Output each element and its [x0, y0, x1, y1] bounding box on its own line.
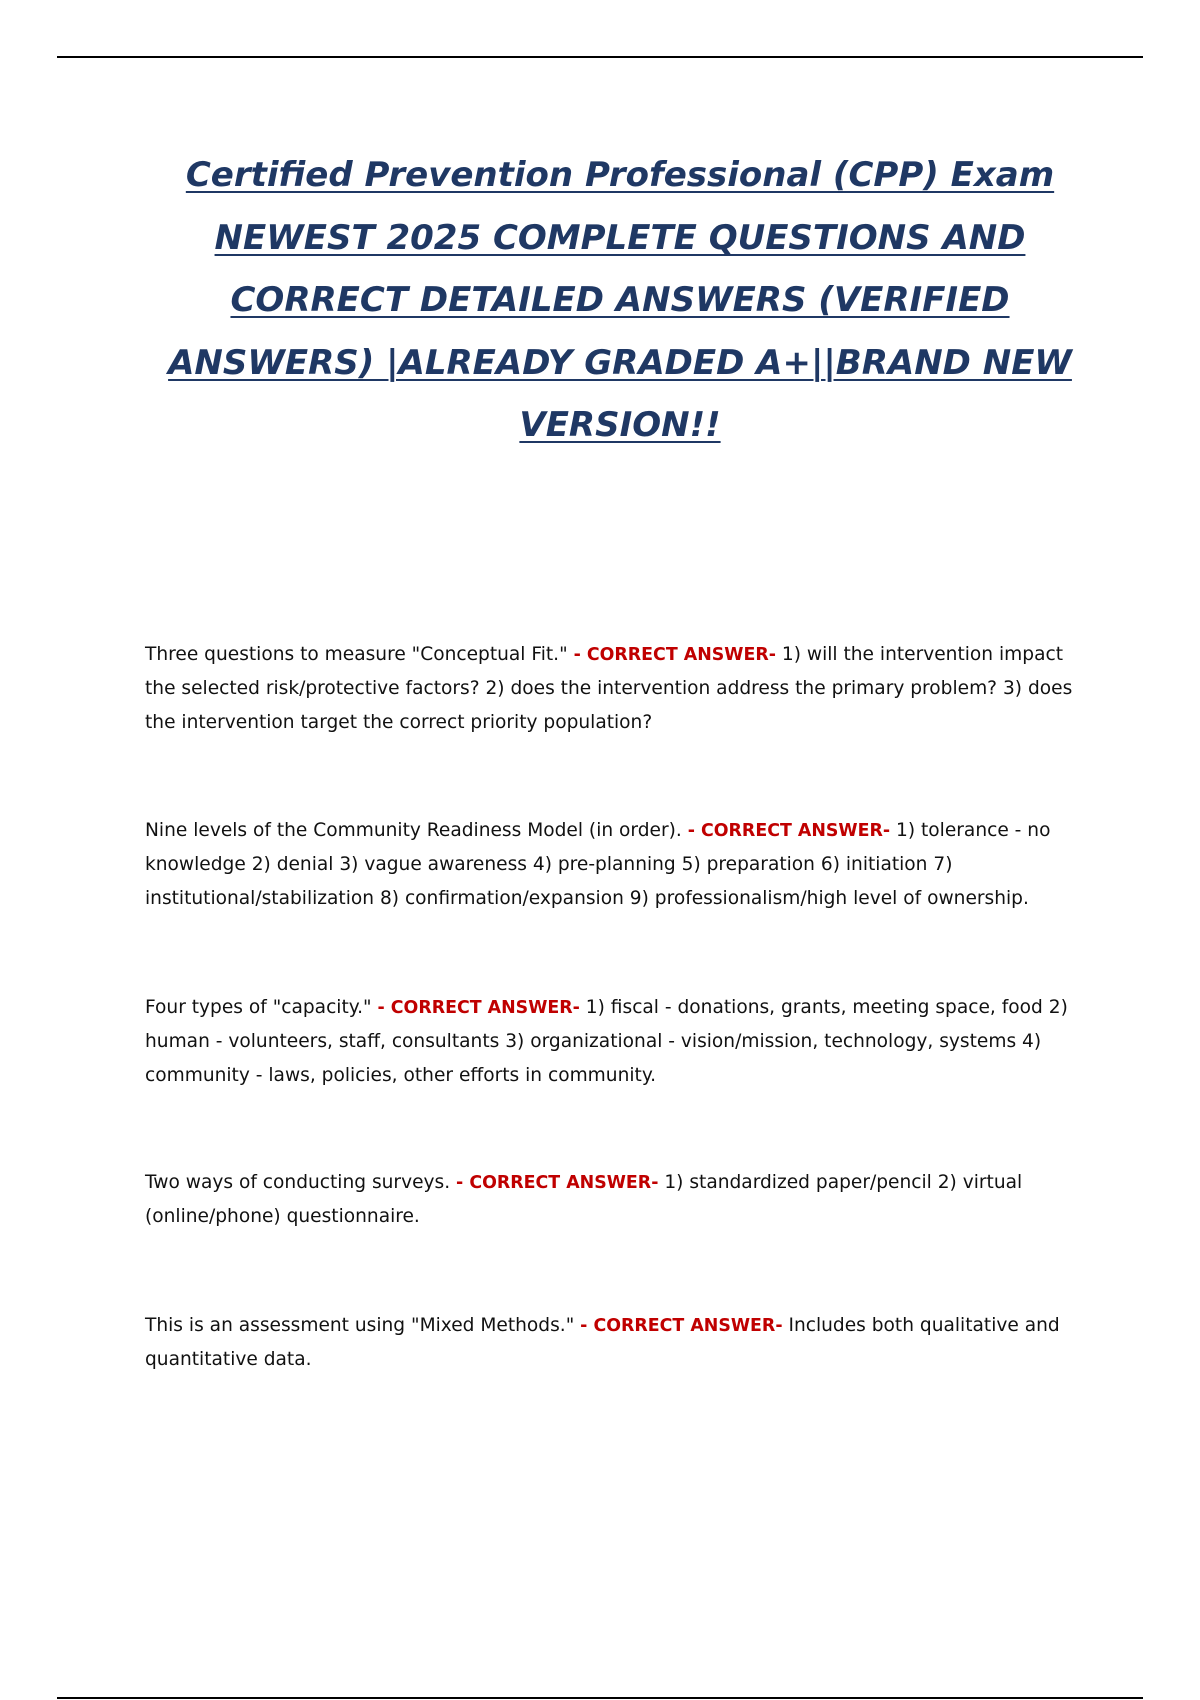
- question-text: This is an assessment using "Mixed Methods.": [145, 1315, 575, 1336]
- answer-text: 1) tolerance - no knowledge 2) denial 3) vague awareness 4) pre-planning 5) preparation 6) initiation 7) institutional/stabilization 8) confirmation/expansion 9) professionalism/high level of ownership.: [145, 820, 1051, 909]
- answer-text: Includes both qualitative and quantitative data.: [145, 1315, 1060, 1370]
- answer-text: 1) fiscal - donations, grants, meeting space, food 2) human - volunteers, staff, consultants 3) organizational - vision/mission, technology, systems 4) community - laws, policies, other efforts in community.: [145, 997, 1068, 1086]
- qa-item: [145, 1166, 1095, 1234]
- qa-item: [145, 991, 1095, 1093]
- document-title: Certified Prevention Professional (CPP) Exam NEWEST 2025 COMPLETE QUESTIONS AND CORRECT DETAILED ANSWERS (VERIFIED ANSWERS) |ALREADY GRADED A+||BRAND NEW VERSION!!: [168, 155, 1072, 445]
- qa-item: [145, 638, 1095, 740]
- correct-answer-label: - CORRECT ANSWER-: [573, 645, 776, 665]
- answer-text: 1) will the intervention impact the selected risk/protective factors? 2) does the intervention address the primary problem? 3) does the intervention target the correct priority population?: [145, 644, 1073, 733]
- answer-text: 1) standardized paper/pencil 2) virtual (online/phone) questionnaire.: [145, 1172, 1023, 1227]
- correct-answer-label: - CORRECT ANSWER-: [456, 1173, 659, 1193]
- correct-answer-label: - CORRECT ANSWER-: [580, 1316, 783, 1336]
- qa-item: [145, 1309, 1095, 1377]
- correct-answer-label: - CORRECT ANSWER-: [377, 998, 580, 1018]
- correct-answer-label: - CORRECT ANSWER-: [687, 821, 891, 841]
- question-text: Nine levels of the Community Readiness Model (in order).: [145, 820, 682, 841]
- footer-rule: [57, 1697, 1143, 1699]
- question-text: Three questions to measure "Conceptual Fit.": [145, 644, 568, 665]
- header-rule: [57, 56, 1143, 58]
- question-text: Four types of "capacity.": [145, 997, 372, 1018]
- qa-item: [145, 814, 1095, 916]
- question-text: Two ways of conducting surveys.: [145, 1172, 451, 1193]
